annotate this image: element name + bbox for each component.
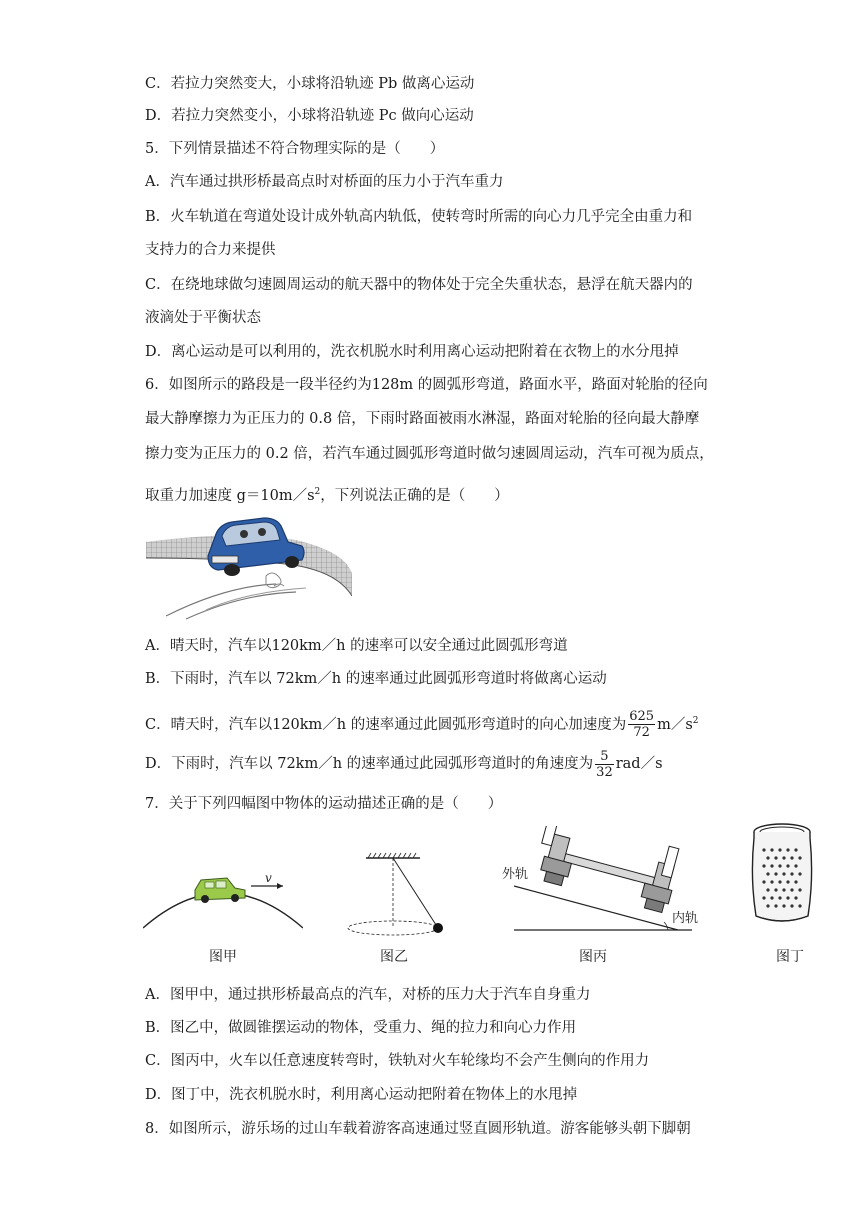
figure-jia <box>143 860 303 932</box>
q6-option-c-unit-exp: 2 <box>692 716 699 726</box>
question-8: 8．如图所示，游乐场的过山车载着游客高速通过竖直圆形轨道。游客能够头朝下脚朝 <box>145 1121 691 1137</box>
q7-option-b: B．图乙中，做圆锥摆运动的物体，受重力、绳的拉力和向心力作用 <box>145 1020 577 1036</box>
inner-rail-label: 内轨 <box>672 911 699 926</box>
q6-stem-end: ，下列说法正确的是（ ） <box>320 487 509 504</box>
q6-option-c-denominator: 72 <box>633 725 650 741</box>
caption-yi: 图乙 <box>380 949 408 965</box>
q6-option-c-unit: m／s <box>657 716 693 733</box>
q6-option-d-unit: rad／s <box>615 756 663 772</box>
question-5: 5．下列情景描述不符合物理实际的是（ ） <box>145 141 445 157</box>
caption-bing: 图丙 <box>579 949 607 965</box>
q5-option-c-cont: 液滴处于平衡状态 <box>145 310 261 326</box>
figure-yi <box>340 852 450 938</box>
q6-option-c-fraction <box>628 709 655 740</box>
q6-gravity-text: 取重力加速度 g＝10m／s <box>145 487 315 504</box>
option-c-q4: C．若拉力突然变大，小球将沿轨迹 Pb 做离心运动 <box>145 76 475 92</box>
q6-option-d <box>145 746 663 782</box>
q6-option-a: A．晴天时，汽车以120km／h 的速率可以安全通过此圆弧形弯道 <box>145 638 568 654</box>
figure-bing <box>500 826 710 934</box>
q6-gravity-exp: 2 <box>314 487 321 497</box>
velocity-label: v <box>265 871 272 885</box>
q6-option-d-denominator: 32 <box>596 764 613 780</box>
outer-rail-label: 外轨 <box>502 867 529 882</box>
q6-option-c <box>145 703 699 743</box>
q6-option-c-text: C．晴天时，汽车以120km／h 的速率通过此圆弧形弯道时的向心加速度为 <box>145 716 627 733</box>
caption-jia: 图甲 <box>209 949 237 965</box>
question-6: 6．如图所示的路段是一段半径约为128m 的圆弧形弯道，路面水平，路面对轮胎的径向 <box>145 377 708 393</box>
q6-option-c-numerator: 625 <box>629 709 655 725</box>
q6-option-d-text: D．下雨时，汽车以 72km／h 的速率通过此园弧形弯道时的角速度为 <box>145 756 594 772</box>
q7-option-c: C．图丙中，火车以任意速度转弯时，铁轨对火车轮缘均不会产生侧向的作用力 <box>145 1053 650 1069</box>
figure-ding <box>750 822 814 930</box>
question-6-line4 <box>145 482 509 506</box>
q6-option-d-fraction <box>595 749 614 780</box>
q6-option-b: B．下雨时，汽车以 72km／h 的速率通过此圆弧形弯道时将做离心运动 <box>145 671 607 687</box>
car-on-curve-image <box>146 512 352 620</box>
question-7: 7．关于下列四幅图中物体的运动描述正确的是（ ） <box>145 796 503 812</box>
car-icon <box>195 878 245 903</box>
q7-option-d: D．图丁中，洗衣机脱水时，利用离心运动把附着在物体上的水甩掉 <box>145 1087 578 1103</box>
q5-option-a: A．汽车通过拱形桥最高点时对桥面的压力小于汽车重力 <box>145 174 504 190</box>
q5-option-b-cont: 支持力的合力来提供 <box>145 242 276 258</box>
q7-option-a: A．图甲中，通过拱形桥最高点的汽车，对桥的压力大于汽车自身重力 <box>145 987 591 1003</box>
question-6-line2: 最大静摩擦力为正压力的 0.8 倍，下雨时路面被雨水淋湿，路面对轮胎的径向最大静摩 <box>145 411 700 427</box>
q5-option-b: B．火车轨道在弯道处设计成外轨高内轨低，使转弯时所需的向心力几乎完全由重力和 <box>145 209 693 225</box>
question-6-line3: 擦力变为正压力的 0.2 倍，若汽车通过圆弧形弯道时做匀速圆周运动，汽车可视为质点， <box>145 446 714 462</box>
caption-ding: 图丁 <box>776 949 804 965</box>
q5-option-d: D．离心运动是可以利用的，洗衣机脱水时利用离心运动把附着在衣物上的水分甩掉 <box>145 344 679 360</box>
q5-option-c: C．在绕地球做匀速圆周运动的航天器中的物体处于完全失重状态，悬浮在航天器内的 <box>145 277 693 293</box>
q6-option-d-numerator: 5 <box>595 749 614 765</box>
option-d-q4: D．若拉力突然变小，小球将沿轨迹 Pc 做向心运动 <box>145 108 474 124</box>
